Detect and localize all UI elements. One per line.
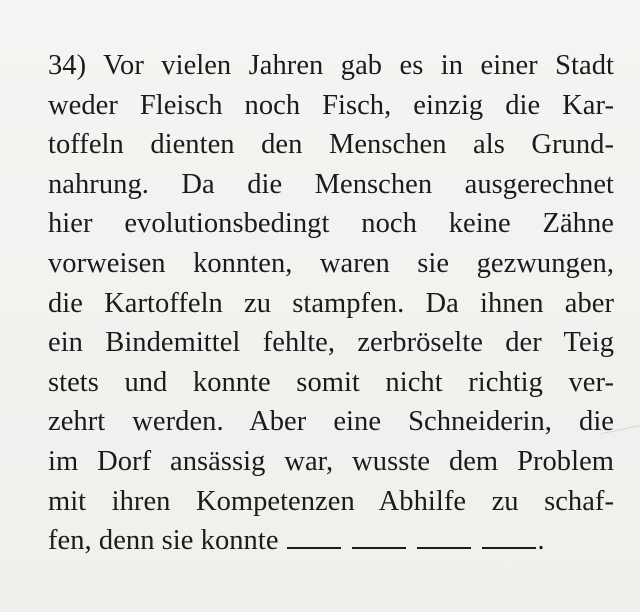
text-line-9: stets und konnte somit nicht richtig ver- [48,366,614,398]
text-line-13 [48,521,614,561]
answer-blanks [287,521,545,561]
text-line-12: mit ihren Kompetenzen Abhilfe zu schaf- [48,485,614,517]
answer-blank-4 [482,547,536,549]
answer-blank-2 [352,547,406,549]
text-line-4: nahrung. Da die Menschen ausgerechnet [48,168,614,200]
text-line-6: vorweisen konnten, waren sie gezwungen, [48,247,614,279]
answer-blank-1 [287,547,341,549]
final-period: . [537,525,545,557]
riddle-paragraph [48,46,614,561]
last-line-text: fen, denn sie konnte [48,525,279,557]
text-line-10: zehrt werden. Aber eine Schneiderin, die [48,406,614,438]
text-line-5: hier evolutionsbedingt noch keine Zähne [48,208,614,240]
answer-blank-3 [417,547,471,549]
text-line-1: 34) Vor vielen Jahren gab es in einer Stadt [48,50,614,81]
text-line-2: weder Fleisch noch Fisch, einzig die Kar- [48,89,614,121]
text-line-8: ein Bindemittel fehlte, zerbröselte der Teig [48,327,614,359]
text-line-3: toffeln dienten den Menschen als Grund- [48,129,614,161]
text-line-7: die Kartoffeln zu stampfen. Da ihnen aber [48,287,614,319]
text-line-11: im Dorf ansässig war, wusste dem Problem [48,445,614,477]
